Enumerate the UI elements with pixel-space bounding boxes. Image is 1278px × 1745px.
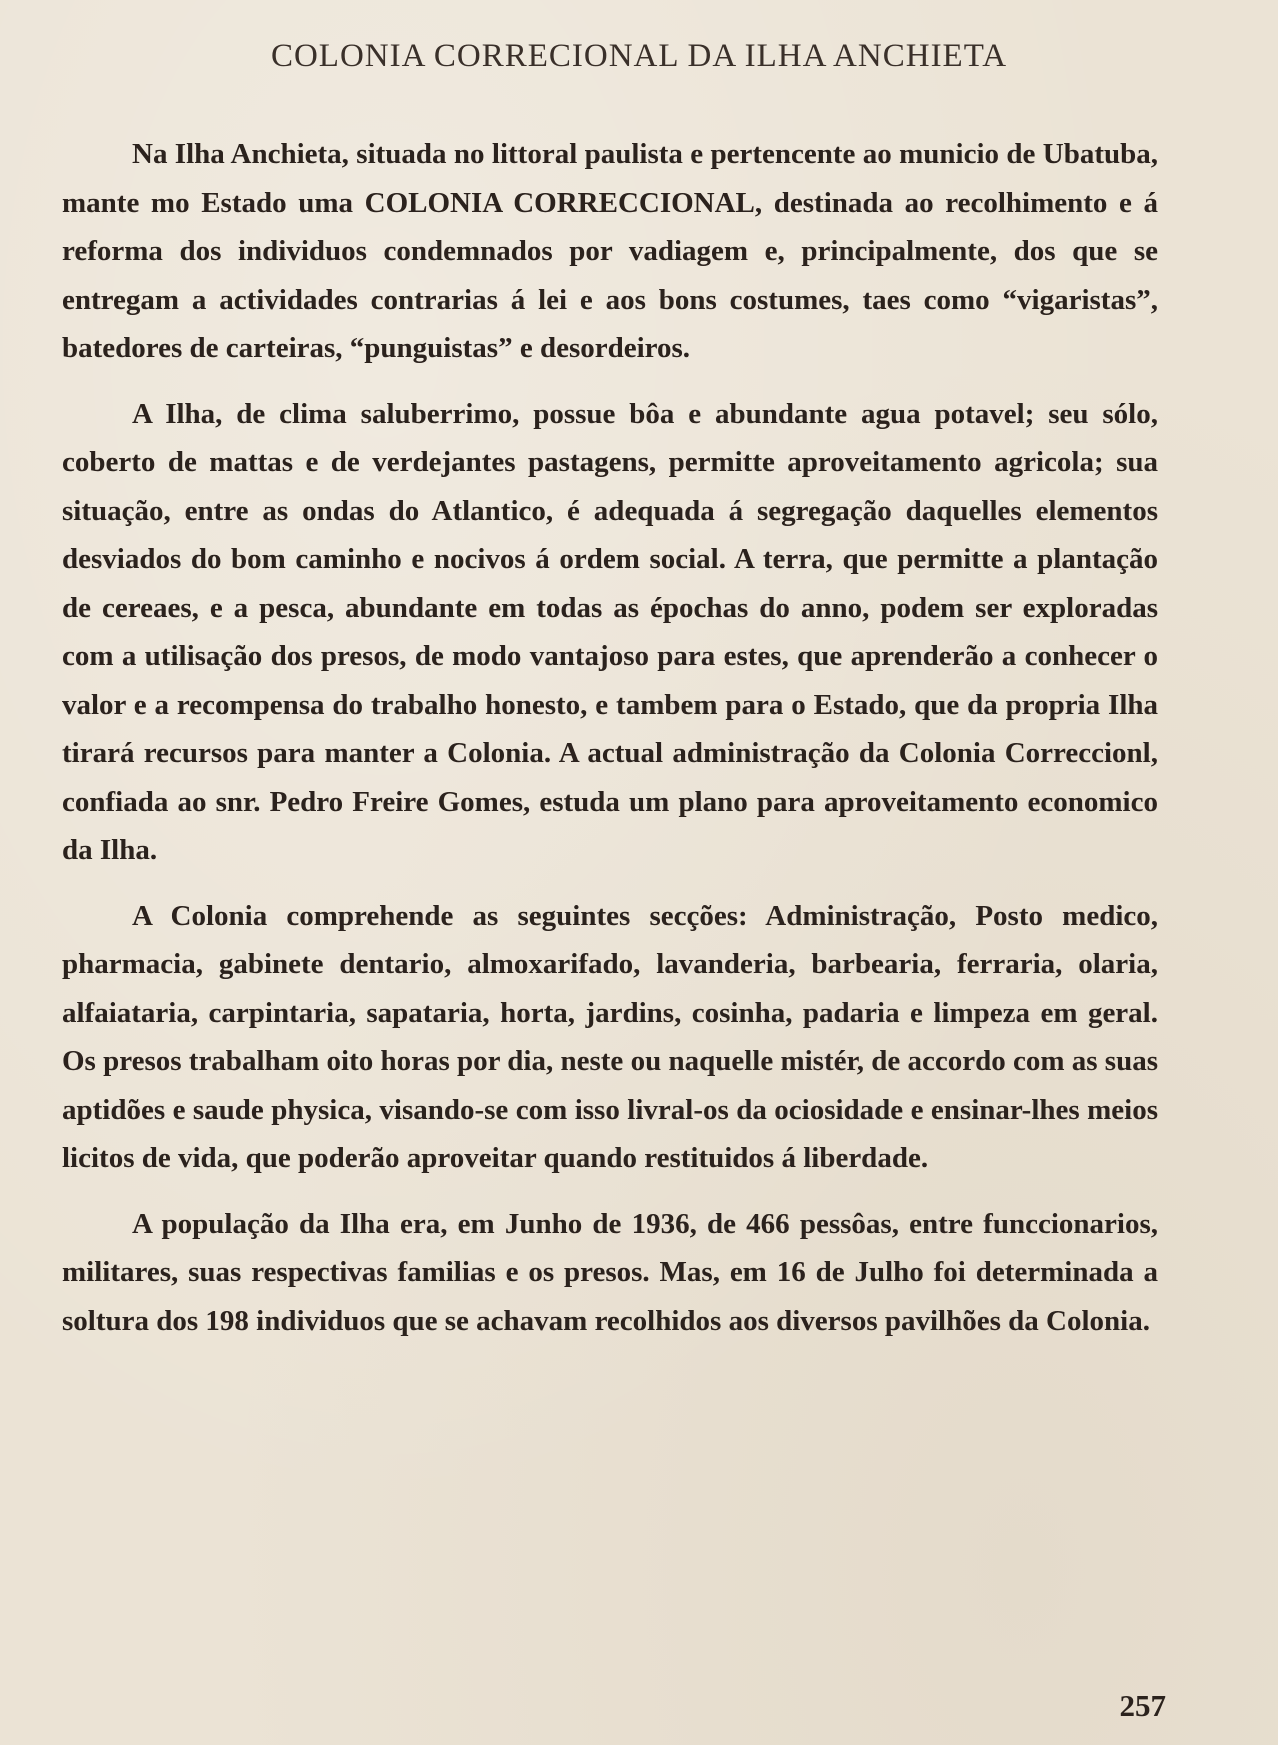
paragraph-3: A Colonia comprehende as seguintes secções: Administração, Posto medico, pharmacia, gabinete dentario, almoxarifado, lavanderia, barbearia, ferraria, olaria, alfaiataria, carpintaria, sapataria, horta, jardins, cosinha, padaria e limpeza em geral. Os presos trabalham oito horas por dia, neste ou naquelle mistér, de accordo com as suas aptidões e saude physica, visando-se com isso livral-os da ociosidade e ensinar-lhes meios licitos de vida, que poderão aproveitar quando restituidos á liberdade. [62,899,1158,1174]
paragraph-1: Na Ilha Anchieta, situada no littoral paulista e pertencente ao municio de Ubatuba, mante mo Estado uma COLONIA CORRECCIONAL, destinada ao recolhimento e á reforma dos individuos condemnados por vadiagem e, principalmente, dos que se entregam a actividades contrarias á lei e aos bons costumes, taes como “vigaristas”, batedores de carteiras, “punguistas” e desordeiros. [62,138,1158,364]
body-text [62,130,1158,1362]
page-title: COLONIA CORRECIONAL DA ILHA ANCHIETA [270,38,1008,74]
paragraph-2: A Ilha, de clima saluberrimo, possue bôa e abundante agua potavel; seu sólo, coberto de mattas e de verdejantes pastagens, permitte aproveitamento agricola; sua situação, entre as ondas do Atlantico, é adequada á segregação daquelles elementos desviados do bom caminho e nocivos á ordem social. A terra, que permitte a plantação de cereaes, e a pesca, abundante em todas as épochas do anno, podem ser exploradas com a utilisação dos presos, de modo vantajoso para estes, que aprenderão a conhecer o valor e a recompensa do trabalho honesto, e tambem para o Estado, que da propria Ilha tirará recursos para manter a Colonia. A actual administração da Colonia Correccionl, confiada ao snr. Pedro Freire Gomes, estuda um plano para aproveitamento economico da Ilha. [62,397,1158,866]
paragraph-4: A população da Ilha era, em Junho de 1936, de 466 pessôas, entre funccionarios, militares, suas respectivas familias e os presos. Mas, em 16 de Julho foi determinada a soltura dos 198 individuos que se achavam recolhidos aos diversos pavilhões da Colonia. [62,1207,1158,1337]
page-number: 257 [1119,1688,1166,1723]
